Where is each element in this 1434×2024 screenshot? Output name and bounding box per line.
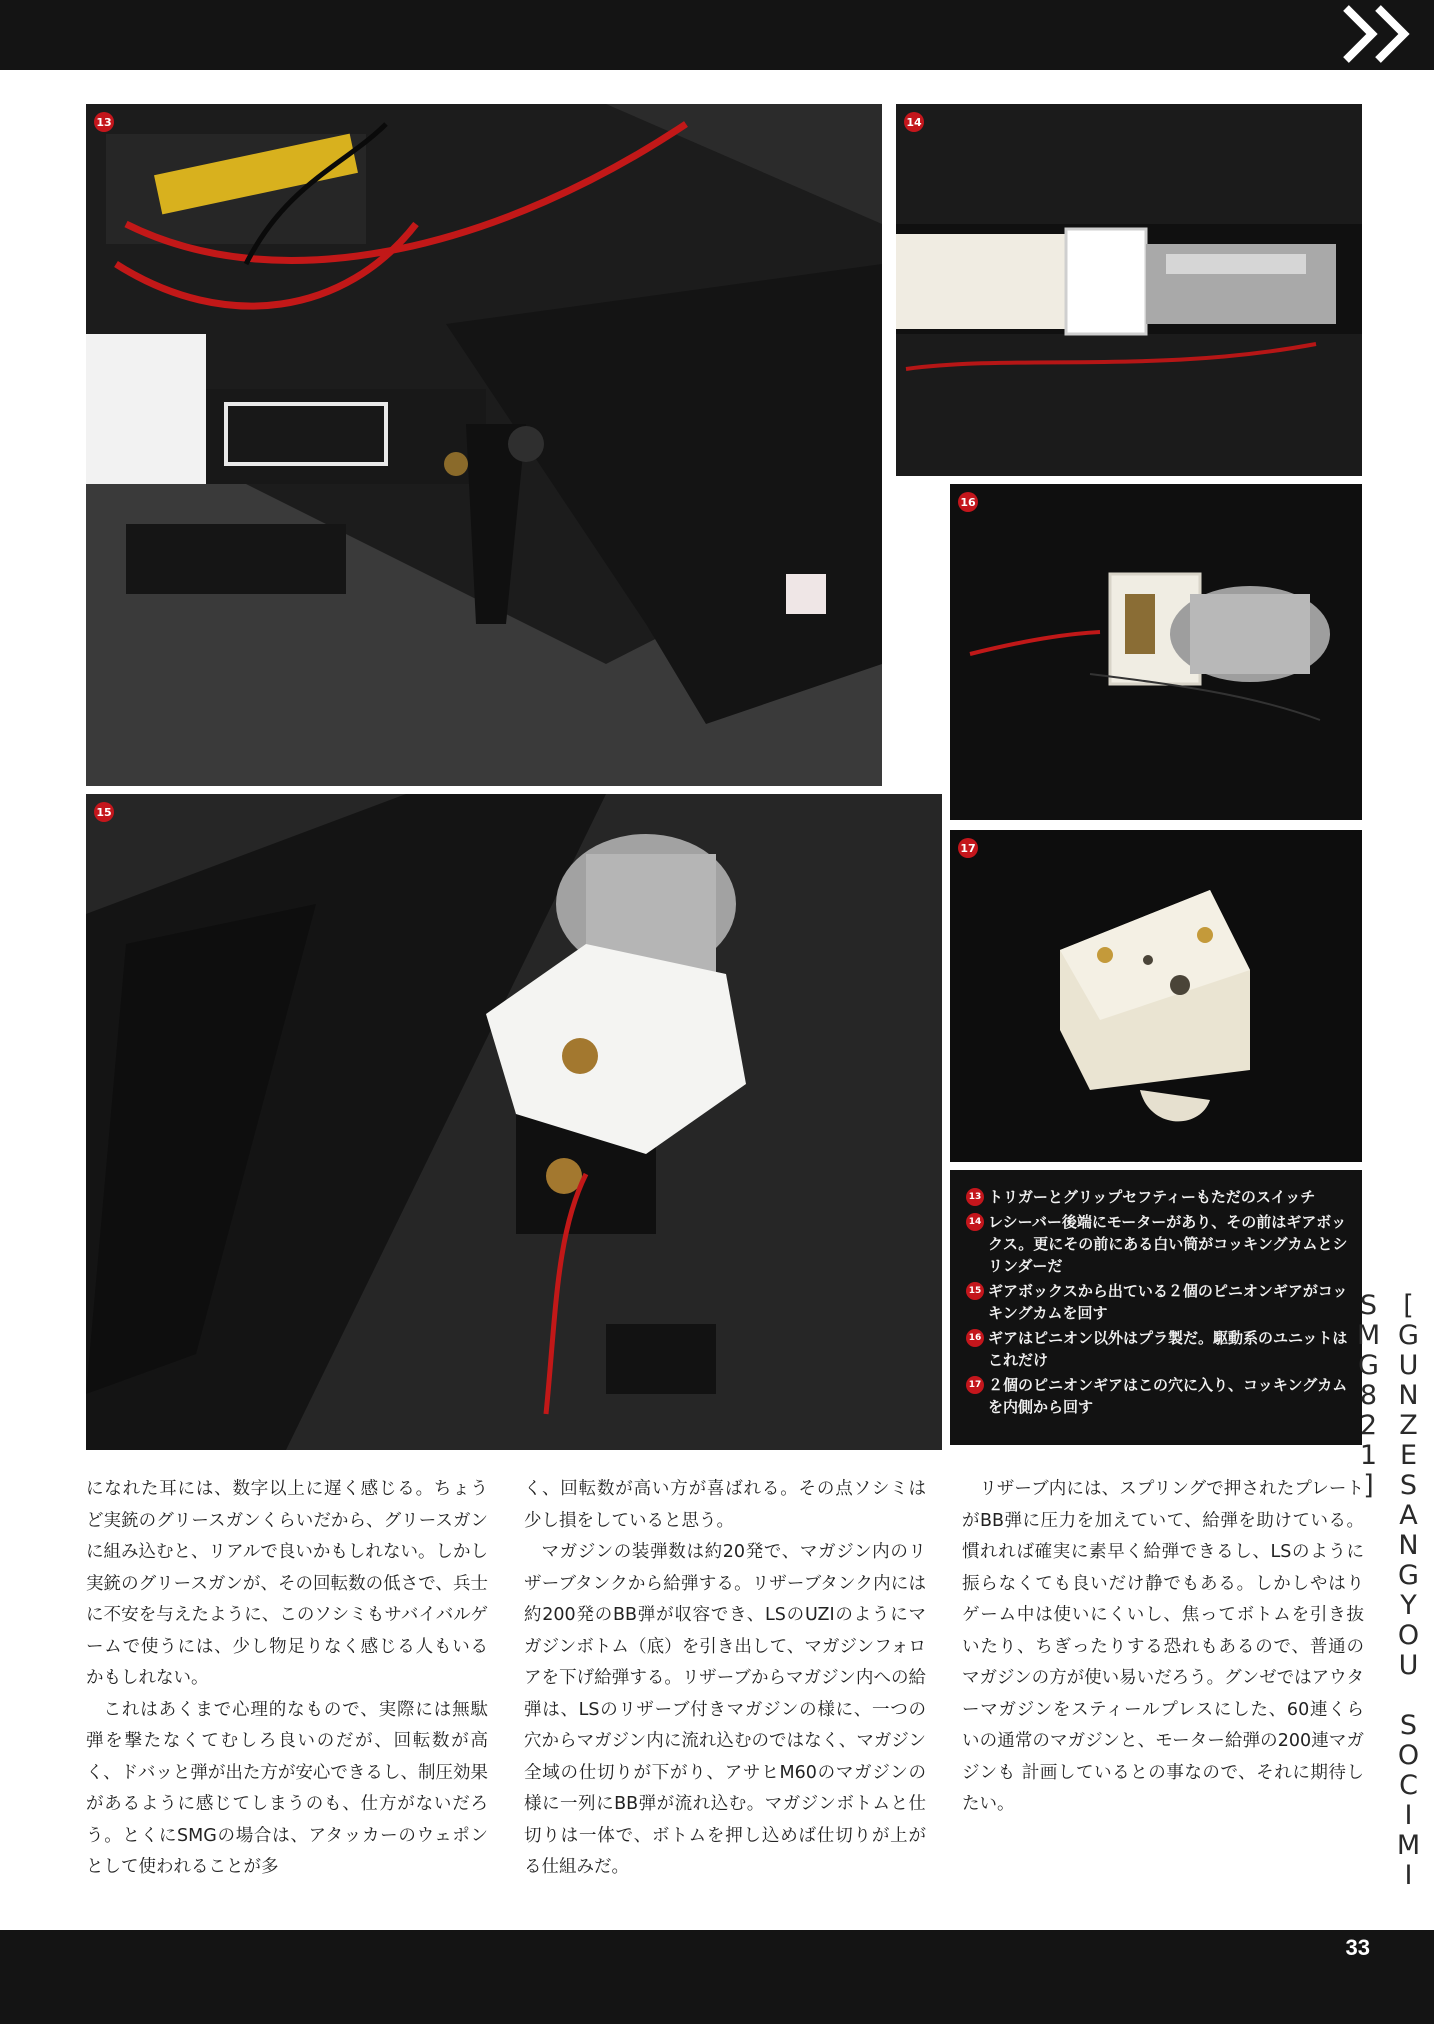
caption-14 [966,1211,1348,1277]
caption-number-badge: 15 [966,1282,984,1300]
caption-text: ギアはピニオン以外はプラ製だ。駆動系のユニットはこれだけ [988,1329,1348,1369]
caption-number-badge: 16 [966,1329,984,1347]
body-paragraph: く、回転数が高い方が喜ばれる。その点ソシミは少し損をしていると思う。 [524,1479,926,1531]
photo-15-image [86,794,942,1450]
photo-14 [896,104,1362,476]
caption-15 [966,1280,1348,1324]
side-title: [GUNZESANGYOU SOCIMI SMG821] [1353,1290,1424,1890]
bottom-bar [0,1930,1434,2024]
caption-text: ２個のピニオンギアはこの穴に入り、コッキングカムを内側から回す [988,1376,1348,1416]
body-paragraph: リザーブ内には、スプリングで押されたプレートがBB弾に圧力を加えていて、給弾を助けている。慣れれば確実に素早く給弾できるし、LSのように振らなくても良いだけ静でもある。しかしやはりゲーム中は使いにくいし、焦ってボトムを引き抜いたり、ちぎったりする恐れもあるので、普通のマガジンの方が使い易いだろう。グンゼではアウターマガジンをスティールプレスにした、60連くらいの通常のマガジンと、モーター給弾の200連マガジンも 計画しているとの事なので、それに期待したい。 [962,1479,1364,1814]
body-column-1 [86,1474,488,1884]
caption-text: ギアボックスから出ている２個のピニオンギアがコッキングカムを回す [988,1282,1348,1322]
caption-number-badge: 17 [966,1376,984,1394]
body-paragraph: これはあくまで心理的なもので、実際には無駄弾を撃たなくてむしろ良いのだが、回転数が高く、ドバッと弾が出た方が安心できるし、制圧効果があるように感じてしまうのも、仕方がないだろう。とくにSMGの場合は、アタッカーのウェポンとして使われることが多 [86,1699,488,1877]
photo-16-number-badge: 16 [958,492,978,512]
body-column-3 [962,1474,1364,1821]
photo-16-image [950,484,1362,820]
photo-13 [86,104,882,786]
photo-14-number-badge: 14 [904,112,924,132]
caption-text: トリガーとグリップセフティーもただのスイッチ [988,1188,1316,1206]
photo-13-image [86,104,882,786]
double-chevron-right-icon [1336,2,1424,66]
photo-17 [950,830,1362,1162]
photo-captions [950,1170,1362,1445]
photo-14-image [896,104,1362,476]
body-column-2 [524,1474,926,1884]
photo-17-image [950,830,1362,1162]
caption-16 [966,1327,1348,1371]
caption-text: レシーバー後端にモーターがあり、その前はギアボックス。更にその前にある白い筒がコッキングカムとシリンダーだ [988,1213,1348,1275]
caption-number-badge: 14 [966,1213,984,1231]
caption-number-badge: 13 [966,1188,984,1206]
caption-13 [966,1186,1348,1208]
body-paragraph: になれた耳には、数字以上に遅く感じる。ちょうど実銃のグリースガンくらいだから、グリースガンに組み込むと、リアルで良いかもしれない。しかし実銃のグリースガンが、その回転数の低さで、兵士に不安を与えたように、このソシミもサバイバルゲームで使うには、少し物足りなく感じる人もいるかもしれない。 [86,1479,488,1688]
photo-15-number-badge: 15 [94,802,114,822]
photo-16 [950,484,1362,820]
page-number: 33 [1345,1935,1370,1960]
body-paragraph: マガジンの装弾数は約20発で、マガジン内のリザーブタンクから給弾する。リザーブタンク内には約200発のBB弾が収容でき、LSのUZIのようにマガジンボトム（底）を引き出して、マガジンフォロアを下げ給弾する。リザーブからマガジン内への給弾は、LSのリザーブ付きマガジンの様に、一つの穴からマガジン内に流れ込むのではなく、マガジン全域の仕切りが下がり、アサヒM60のマガジンの様に一列にBB弾が流れ込む。マガジンボトムと仕切りは一体で、ボトムを押し込めば仕切りが上がる仕組みだ。 [524,1542,926,1877]
photo-13-number-badge: 13 [94,112,114,132]
photo-15 [86,794,942,1450]
caption-17 [966,1374,1348,1418]
top-bar [0,0,1434,70]
photo-17-number-badge: 17 [958,838,978,858]
